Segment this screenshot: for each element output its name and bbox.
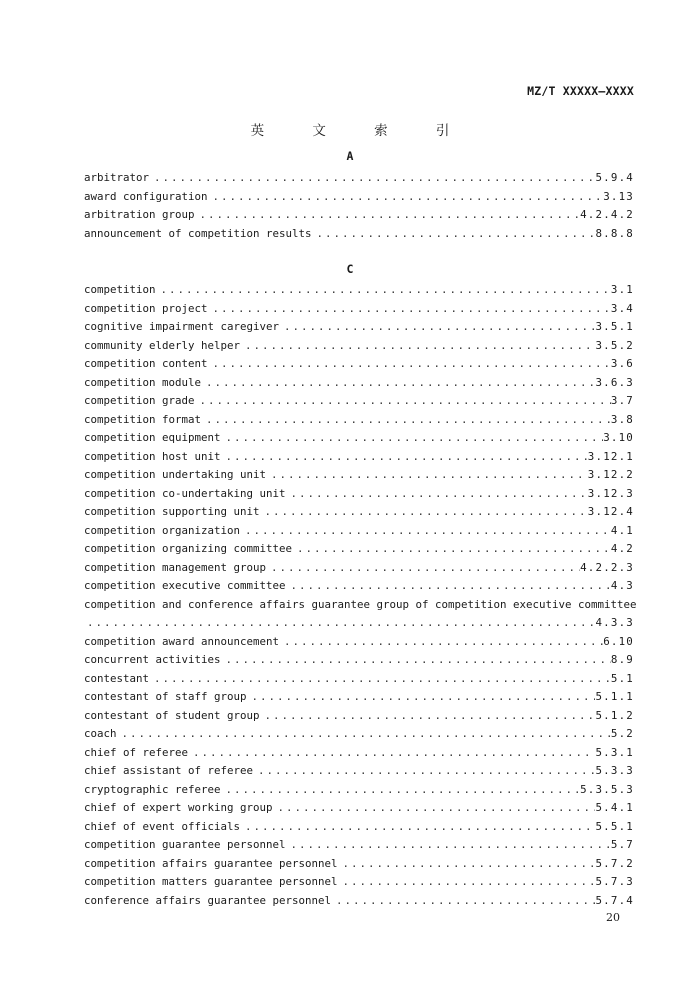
index-entry-ref: 5.5.1 [595, 819, 634, 833]
index-entry [84, 651, 634, 670]
index-entry [84, 503, 634, 522]
index-entry-ref: 8.9 [610, 653, 634, 666]
dot-leader [268, 559, 580, 578]
dot-leader [223, 448, 588, 467]
index-entry [84, 318, 634, 337]
dot-leader [288, 577, 611, 596]
index-entry-ref: 5.7.2 [595, 856, 634, 870]
index-entry-term: conference affairs guarantee personnel [84, 893, 332, 907]
index-entry-ref: 3.1 [610, 283, 634, 296]
index-entry [84, 892, 634, 911]
index-entry-term: competition supporting unit [84, 505, 260, 518]
index-entry-ref: 5.2 [610, 727, 634, 740]
index-entry [84, 818, 634, 837]
index-entry [84, 448, 634, 467]
index-entry [84, 836, 634, 855]
index-entry [84, 485, 634, 504]
index-entry-ref: 3.7 [610, 394, 634, 407]
index-entry-ref: 3.6 [610, 357, 634, 370]
index-entry-ref: 5.3.1 [595, 745, 634, 759]
index-entry-term: chief of expert working group [84, 801, 273, 814]
dot-leader [84, 614, 595, 633]
index-entry-ref: 4.2 [610, 542, 634, 555]
dot-leader [262, 707, 596, 726]
index-entry-term: contestant of student group [84, 708, 260, 722]
dot-leader [249, 688, 596, 707]
index-entry [84, 392, 634, 411]
index-entry-ref: 5.7.3 [595, 875, 634, 888]
index-entry-term: competition content [84, 357, 208, 370]
index-entry-ref: 5.9.4 [595, 171, 634, 184]
index-entry-term: competition award announcement [84, 634, 280, 648]
index-entry-term: competition equipment [84, 431, 221, 444]
section-letter-c: C [346, 262, 354, 276]
dot-leader [223, 429, 604, 448]
dot-leader [151, 670, 611, 689]
index-entry-term: competition host unit [84, 449, 221, 463]
index-entry-term: chief assistant of referee [84, 764, 254, 777]
index-entry [84, 206, 634, 225]
dot-leader [203, 411, 611, 430]
dot-leader [223, 651, 611, 670]
dot-leader [268, 466, 588, 485]
index-entry [84, 225, 634, 244]
index-entry-term: competition [84, 283, 156, 296]
index-entry-term: competition grade [84, 394, 195, 407]
index-entry-ref: 5.7 [610, 838, 634, 851]
index-entry-ref: 3.12.3 [587, 486, 634, 500]
dot-leader [281, 633, 603, 652]
index-entry-term: competition executive committee [84, 579, 286, 592]
dot-leader [151, 169, 595, 188]
dot-leader [242, 337, 595, 356]
index-entry-ref: 3.4 [610, 301, 634, 315]
index-entry-term: concurrent activities [84, 653, 221, 666]
index-entry [84, 596, 637, 633]
index-entry [84, 744, 634, 763]
dot-leader [288, 485, 588, 504]
index-entry [84, 559, 634, 578]
dot-leader [262, 503, 588, 522]
dot-leader [294, 540, 611, 559]
index-entry [84, 577, 634, 596]
index-entry-ref: 3.12.2 [587, 468, 634, 481]
index-entry-term: contestant of staff group [84, 690, 247, 703]
index-entry-ref: 4.3.3 [595, 616, 634, 629]
index-entry-term: competition organizing committee [84, 542, 293, 555]
dot-leader [288, 836, 611, 855]
dot-leader [333, 892, 595, 911]
dot-leader [242, 522, 611, 541]
index-entry-ref: 5.7.4 [595, 893, 634, 907]
index-entry [84, 707, 634, 726]
dot-leader [242, 818, 595, 837]
dot-leader [158, 281, 611, 300]
index-entry [84, 355, 634, 374]
index-entry [84, 374, 634, 393]
dot-leader [197, 206, 581, 225]
section-letter-a: A [346, 149, 354, 163]
index-entry-term: competition format [84, 412, 202, 426]
index-entry [84, 873, 634, 892]
index-entry [84, 670, 634, 689]
index-entry-term: competition organization [84, 523, 241, 537]
index-entry-ref: 5.1.2 [595, 708, 634, 722]
page-title: 英 文 索 引 [250, 123, 472, 139]
index-entry-term: competition project [84, 301, 208, 315]
index-entry-ref: 3.5.1 [595, 320, 634, 333]
index-entry-ref: 4.3 [610, 579, 634, 592]
index-entry-ref: 5.1.1 [595, 690, 634, 703]
index-entry [84, 725, 634, 744]
index-entry [84, 540, 634, 559]
dot-leader [281, 318, 595, 337]
index-entry-ref: 5.4.1 [595, 801, 634, 814]
index-entry-term: award configuration [84, 189, 208, 203]
index-entry [84, 281, 634, 300]
index-entry-term: cryptographic referee [84, 782, 221, 796]
index-entry [84, 337, 634, 356]
index-entry-term: cognitive impairment caregiver [84, 320, 280, 333]
index-entry-term: competition management group [84, 560, 267, 574]
dot-leader [223, 781, 581, 800]
index-entry-term: arbitration group [84, 208, 195, 221]
index-entry-ref: 5.1 [610, 671, 634, 685]
index-entry-term: chief of referee [84, 745, 189, 759]
index-entry-term: community elderly helper [84, 338, 241, 352]
section-a-entries [84, 169, 634, 243]
section-c-entries [84, 281, 637, 910]
dot-leader [197, 392, 611, 411]
index-entry [84, 300, 634, 319]
index-entry-ref: 3.12.1 [587, 449, 634, 463]
index-entry [84, 799, 634, 818]
index-entry [84, 466, 634, 485]
dot-leader [340, 855, 596, 874]
index-entry-term: competition matters guarantee personnel [84, 875, 338, 888]
dot-leader [255, 762, 595, 781]
index-entry-term: coach [84, 727, 117, 740]
index-entry-ref: 3.8 [610, 412, 634, 426]
index-entry-term: competition undertaking unit [84, 468, 267, 481]
index-entry-term: competition guarantee personnel [84, 838, 286, 851]
index-entry-ref: 5.3.5.3 [580, 782, 634, 796]
index-entry-ref: 4.1 [610, 523, 634, 537]
dot-leader [210, 188, 604, 207]
index-entry-ref: 4.2.4.2 [580, 208, 634, 221]
index-entry-term: contestant [84, 671, 150, 685]
index-entry-ref: 3.10 [603, 431, 634, 444]
index-entry-term: competition and conference affairs guarantee group of competition executive committee [84, 597, 637, 611]
index-entry-term: chief of event officials [84, 819, 241, 833]
dot-leader [119, 725, 611, 744]
index-entry [84, 781, 634, 800]
index-entry-ref: 3.12.4 [587, 505, 634, 518]
dot-leader [210, 355, 611, 374]
index-entry [84, 633, 634, 652]
index-entry-ref: 5.3.3 [595, 764, 634, 777]
index-entry [84, 188, 634, 207]
dot-leader [275, 799, 596, 818]
index-entry-term: competition module [84, 375, 202, 389]
index-entry [84, 688, 634, 707]
index-entry-term: competition co-undertaking unit [84, 486, 286, 500]
index-entry-term: arbitrator [84, 171, 150, 184]
dot-leader [203, 374, 595, 393]
index-entry [84, 429, 634, 448]
dot-leader [340, 873, 596, 892]
index-entry-term: announcement of competition results [84, 226, 312, 240]
dot-leader [314, 225, 596, 244]
page-number: 20 [606, 911, 620, 924]
index-entry-ref: 3.6.3 [595, 375, 634, 389]
index-entry [84, 411, 634, 430]
index-entry [84, 169, 634, 188]
index-entry-ref: 3.5.2 [595, 338, 634, 352]
index-entry [84, 855, 634, 874]
index-entry-term: competition affairs guarantee personnel [84, 856, 338, 870]
dot-leader [210, 300, 611, 319]
index-entry-ref: 8.8.8 [595, 226, 634, 240]
index-entry-ref: 4.2.2.3 [580, 560, 634, 574]
index-entry [84, 762, 634, 781]
index-entry [84, 522, 634, 541]
index-entry-ref: 6.10 [603, 634, 634, 648]
dot-leader [190, 744, 595, 763]
index-entry-ref: 3.13 [603, 189, 634, 203]
document-code: MZ/T XXXXX—XXXX [527, 84, 634, 98]
